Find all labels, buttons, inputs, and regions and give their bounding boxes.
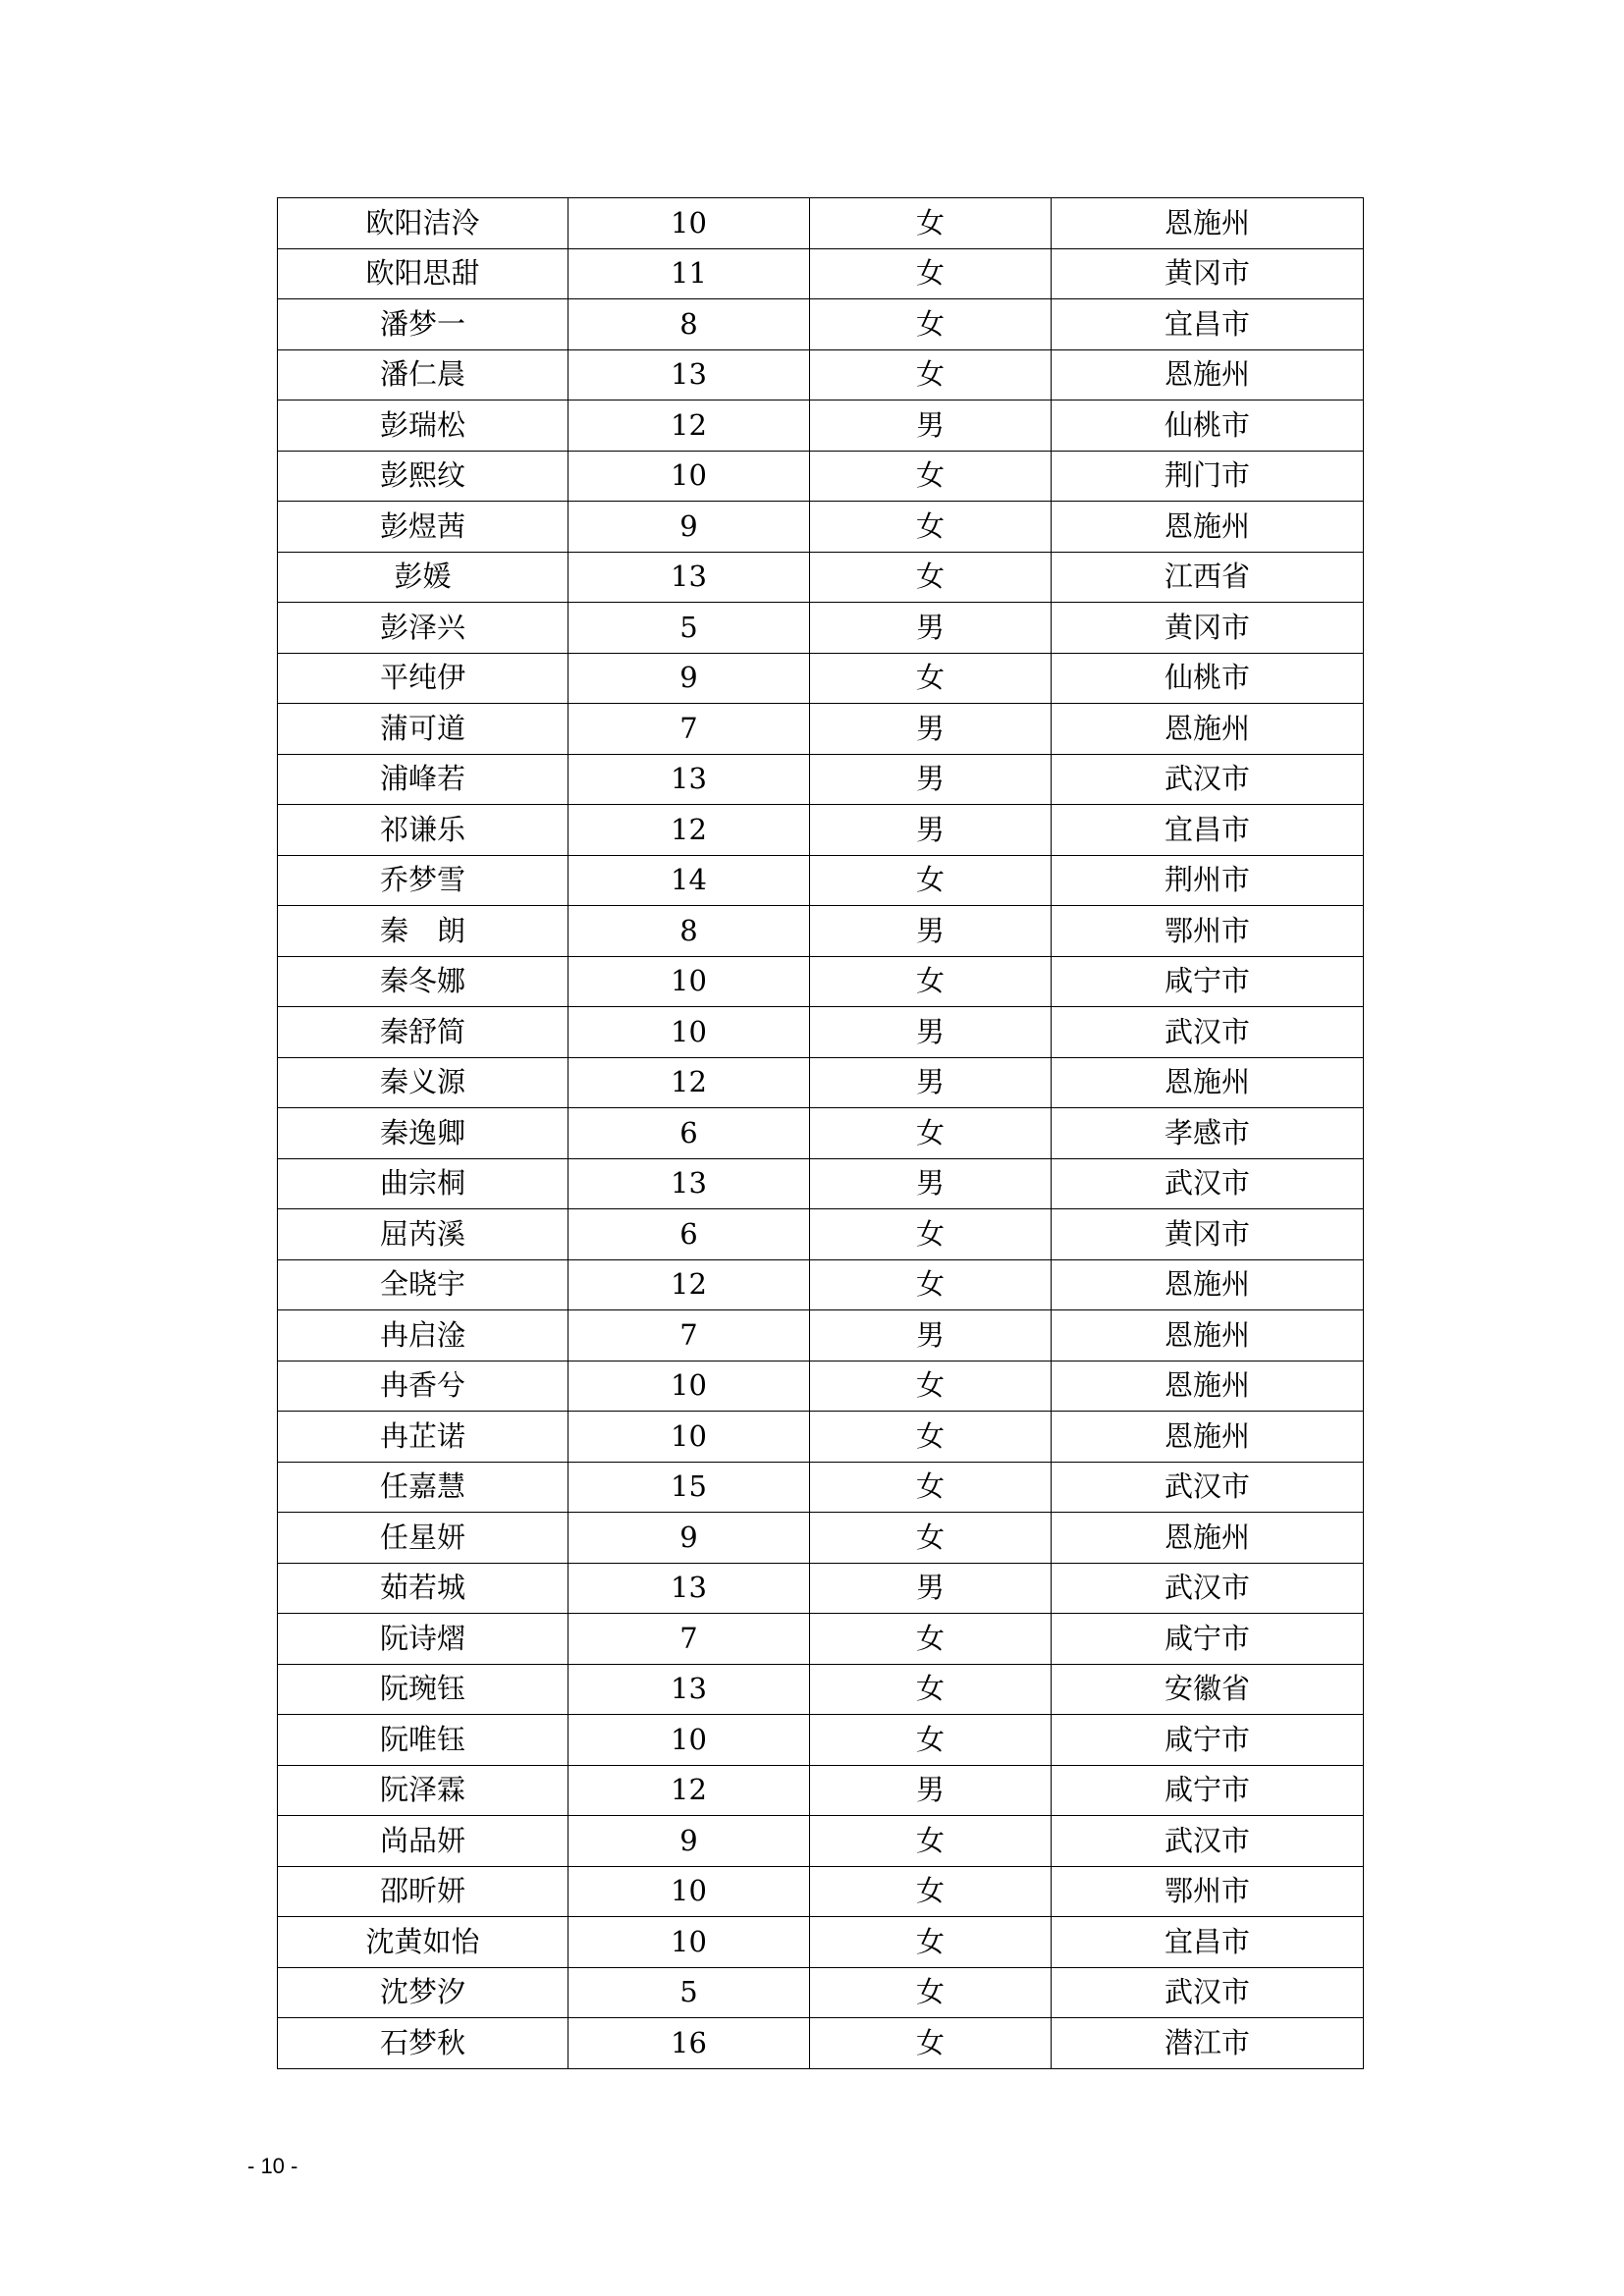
table-row	[278, 855, 1364, 906]
gender-cell: 男	[810, 704, 1052, 755]
region-cell: 恩施州	[1052, 1310, 1364, 1362]
table-row	[278, 754, 1364, 805]
table-row	[278, 248, 1364, 299]
gender-cell: 男	[810, 1158, 1052, 1209]
region-cell: 仙桃市	[1052, 400, 1364, 452]
age-cell: 8	[568, 906, 810, 957]
name-cell: 潘仁晨	[278, 349, 568, 400]
gender-cell: 男	[810, 1007, 1052, 1058]
age-cell: 10	[568, 1866, 810, 1917]
gender-cell: 男	[810, 400, 1052, 452]
gender-cell: 女	[810, 451, 1052, 502]
gender-cell: 女	[810, 1816, 1052, 1867]
age-cell: 10	[568, 1917, 810, 1968]
gender-cell: 女	[810, 1462, 1052, 1513]
name-cell: 乔梦雪	[278, 855, 568, 906]
age-cell: 11	[568, 248, 810, 299]
name-cell: 秦 朗	[278, 906, 568, 957]
table-row	[278, 1259, 1364, 1310]
gender-cell: 女	[810, 1614, 1052, 1665]
region-cell: 恩施州	[1052, 1412, 1364, 1463]
table-row	[278, 552, 1364, 603]
age-cell: 6	[568, 1108, 810, 1159]
age-cell: 10	[568, 1361, 810, 1412]
participant-table-body	[278, 198, 1364, 2069]
gender-cell: 女	[810, 1917, 1052, 1968]
age-cell: 9	[568, 502, 810, 553]
region-cell: 宜昌市	[1052, 299, 1364, 350]
region-cell: 武汉市	[1052, 1462, 1364, 1513]
name-cell: 阮琬钰	[278, 1664, 568, 1715]
age-cell: 10	[568, 198, 810, 249]
region-cell: 仙桃市	[1052, 653, 1364, 704]
gender-cell: 男	[810, 603, 1052, 654]
table-row	[278, 653, 1364, 704]
region-cell: 恩施州	[1052, 1513, 1364, 1564]
region-cell: 黄冈市	[1052, 248, 1364, 299]
table-row	[278, 1765, 1364, 1816]
age-cell: 5	[568, 603, 810, 654]
gender-cell: 女	[810, 1513, 1052, 1564]
region-cell: 恩施州	[1052, 349, 1364, 400]
gender-cell: 女	[810, 653, 1052, 704]
region-cell: 武汉市	[1052, 754, 1364, 805]
name-cell: 秦义源	[278, 1057, 568, 1108]
region-cell: 恩施州	[1052, 1259, 1364, 1310]
age-cell: 10	[568, 956, 810, 1007]
gender-cell: 男	[810, 1057, 1052, 1108]
name-cell: 沈黄如怡	[278, 1917, 568, 1968]
gender-cell: 男	[810, 805, 1052, 856]
name-cell: 秦舒简	[278, 1007, 568, 1058]
table-row	[278, 1412, 1364, 1463]
table-row	[278, 1158, 1364, 1209]
name-cell: 彭泽兴	[278, 603, 568, 654]
table-row	[278, 451, 1364, 502]
region-cell: 黄冈市	[1052, 1209, 1364, 1260]
table-row	[278, 906, 1364, 957]
table-row	[278, 349, 1364, 400]
age-cell: 9	[568, 1513, 810, 1564]
gender-cell: 女	[810, 1967, 1052, 2018]
gender-cell: 女	[810, 248, 1052, 299]
age-cell: 13	[568, 1158, 810, 1209]
gender-cell: 女	[810, 1108, 1052, 1159]
region-cell: 武汉市	[1052, 1158, 1364, 1209]
gender-cell: 女	[810, 198, 1052, 249]
region-cell: 宜昌市	[1052, 805, 1364, 856]
age-cell: 13	[568, 1664, 810, 1715]
table-row	[278, 805, 1364, 856]
table-row	[278, 1715, 1364, 1766]
age-cell: 7	[568, 704, 810, 755]
table-row	[278, 502, 1364, 553]
age-cell: 16	[568, 2018, 810, 2069]
age-cell: 10	[568, 1715, 810, 1766]
age-cell: 13	[568, 1563, 810, 1614]
table-row	[278, 1007, 1364, 1058]
table-row	[278, 1462, 1364, 1513]
region-cell: 荆州市	[1052, 855, 1364, 906]
participant-table	[277, 197, 1364, 2069]
gender-cell: 女	[810, 299, 1052, 350]
name-cell: 屈芮溪	[278, 1209, 568, 1260]
gender-cell: 女	[810, 2018, 1052, 2069]
name-cell: 彭媛	[278, 552, 568, 603]
age-cell: 13	[568, 349, 810, 400]
name-cell: 彭熙纹	[278, 451, 568, 502]
table-row	[278, 1361, 1364, 1412]
age-cell: 12	[568, 1057, 810, 1108]
region-cell: 鄂州市	[1052, 1866, 1364, 1917]
gender-cell: 女	[810, 1361, 1052, 1412]
table-row	[278, 198, 1364, 249]
table-row	[278, 1057, 1364, 1108]
name-cell: 曲宗桐	[278, 1158, 568, 1209]
name-cell: 沈梦汐	[278, 1967, 568, 2018]
region-cell: 恩施州	[1052, 1057, 1364, 1108]
name-cell: 欧阳思甜	[278, 248, 568, 299]
name-cell: 秦冬娜	[278, 956, 568, 1007]
age-cell: 15	[568, 1462, 810, 1513]
name-cell: 尚品妍	[278, 1816, 568, 1867]
gender-cell: 男	[810, 1765, 1052, 1816]
table-row	[278, 1816, 1364, 1867]
gender-cell: 女	[810, 502, 1052, 553]
region-cell: 咸宁市	[1052, 956, 1364, 1007]
name-cell: 任嘉慧	[278, 1462, 568, 1513]
table-row	[278, 603, 1364, 654]
table-row	[278, 956, 1364, 1007]
table-row	[278, 1108, 1364, 1159]
region-cell: 宜昌市	[1052, 1917, 1364, 1968]
age-cell: 9	[568, 1816, 810, 1867]
region-cell: 孝感市	[1052, 1108, 1364, 1159]
region-cell: 武汉市	[1052, 1007, 1364, 1058]
gender-cell: 男	[810, 754, 1052, 805]
age-cell: 12	[568, 1765, 810, 1816]
name-cell: 彭煜茜	[278, 502, 568, 553]
age-cell: 9	[568, 653, 810, 704]
table-row	[278, 1664, 1364, 1715]
region-cell: 潜江市	[1052, 2018, 1364, 2069]
age-cell: 8	[568, 299, 810, 350]
table-row	[278, 704, 1364, 755]
name-cell: 阮诗熠	[278, 1614, 568, 1665]
gender-cell: 女	[810, 552, 1052, 603]
table-row	[278, 1614, 1364, 1665]
age-cell: 12	[568, 1259, 810, 1310]
name-cell: 秦逸卿	[278, 1108, 568, 1159]
age-cell: 5	[568, 1967, 810, 2018]
gender-cell: 女	[810, 1715, 1052, 1766]
name-cell: 全晓宇	[278, 1259, 568, 1310]
region-cell: 荆门市	[1052, 451, 1364, 502]
age-cell: 13	[568, 552, 810, 603]
gender-cell: 男	[810, 1563, 1052, 1614]
name-cell: 任星妍	[278, 1513, 568, 1564]
gender-cell: 女	[810, 855, 1052, 906]
table-row	[278, 1563, 1364, 1614]
name-cell: 浦峰若	[278, 754, 568, 805]
name-cell: 邵昕妍	[278, 1866, 568, 1917]
table-row	[278, 1209, 1364, 1260]
gender-cell: 男	[810, 906, 1052, 957]
age-cell: 12	[568, 805, 810, 856]
region-cell: 恩施州	[1052, 502, 1364, 553]
age-cell: 6	[568, 1209, 810, 1260]
gender-cell: 女	[810, 1209, 1052, 1260]
age-cell: 10	[568, 451, 810, 502]
table-row	[278, 1310, 1364, 1362]
name-cell: 欧阳洁泠	[278, 198, 568, 249]
age-cell: 14	[568, 855, 810, 906]
age-cell: 7	[568, 1310, 810, 1362]
region-cell: 恩施州	[1052, 704, 1364, 755]
name-cell: 石梦秋	[278, 2018, 568, 2069]
name-cell: 彭瑞松	[278, 400, 568, 452]
table-row	[278, 400, 1364, 452]
age-cell: 10	[568, 1007, 810, 1058]
region-cell: 恩施州	[1052, 198, 1364, 249]
name-cell: 蒲可道	[278, 704, 568, 755]
name-cell: 冉启淦	[278, 1310, 568, 1362]
age-cell: 13	[568, 754, 810, 805]
region-cell: 武汉市	[1052, 1816, 1364, 1867]
region-cell: 黄冈市	[1052, 603, 1364, 654]
page-number: - 10 -	[247, 2154, 298, 2178]
name-cell: 阮泽霖	[278, 1765, 568, 1816]
name-cell: 茹若城	[278, 1563, 568, 1614]
region-cell: 咸宁市	[1052, 1765, 1364, 1816]
region-cell: 安徽省	[1052, 1664, 1364, 1715]
name-cell: 潘梦一	[278, 299, 568, 350]
name-cell: 阮唯钰	[278, 1715, 568, 1766]
gender-cell: 女	[810, 349, 1052, 400]
gender-cell: 男	[810, 1310, 1052, 1362]
table-row	[278, 1866, 1364, 1917]
gender-cell: 女	[810, 956, 1052, 1007]
table-row	[278, 1967, 1364, 2018]
region-cell: 恩施州	[1052, 1361, 1364, 1412]
region-cell: 鄂州市	[1052, 906, 1364, 957]
table-row	[278, 299, 1364, 350]
name-cell: 祁谦乐	[278, 805, 568, 856]
table-row	[278, 1917, 1364, 1968]
age-cell: 10	[568, 1412, 810, 1463]
table-row	[278, 1513, 1364, 1564]
region-cell: 咸宁市	[1052, 1715, 1364, 1766]
name-cell: 冉香兮	[278, 1361, 568, 1412]
age-cell: 12	[568, 400, 810, 452]
gender-cell: 女	[810, 1866, 1052, 1917]
name-cell: 平纯伊	[278, 653, 568, 704]
region-cell: 武汉市	[1052, 1967, 1364, 2018]
gender-cell: 女	[810, 1412, 1052, 1463]
name-cell: 冉芷诺	[278, 1412, 568, 1463]
age-cell: 7	[568, 1614, 810, 1665]
gender-cell: 女	[810, 1259, 1052, 1310]
table-row	[278, 2018, 1364, 2069]
gender-cell: 女	[810, 1664, 1052, 1715]
region-cell: 江西省	[1052, 552, 1364, 603]
region-cell: 武汉市	[1052, 1563, 1364, 1614]
region-cell: 咸宁市	[1052, 1614, 1364, 1665]
